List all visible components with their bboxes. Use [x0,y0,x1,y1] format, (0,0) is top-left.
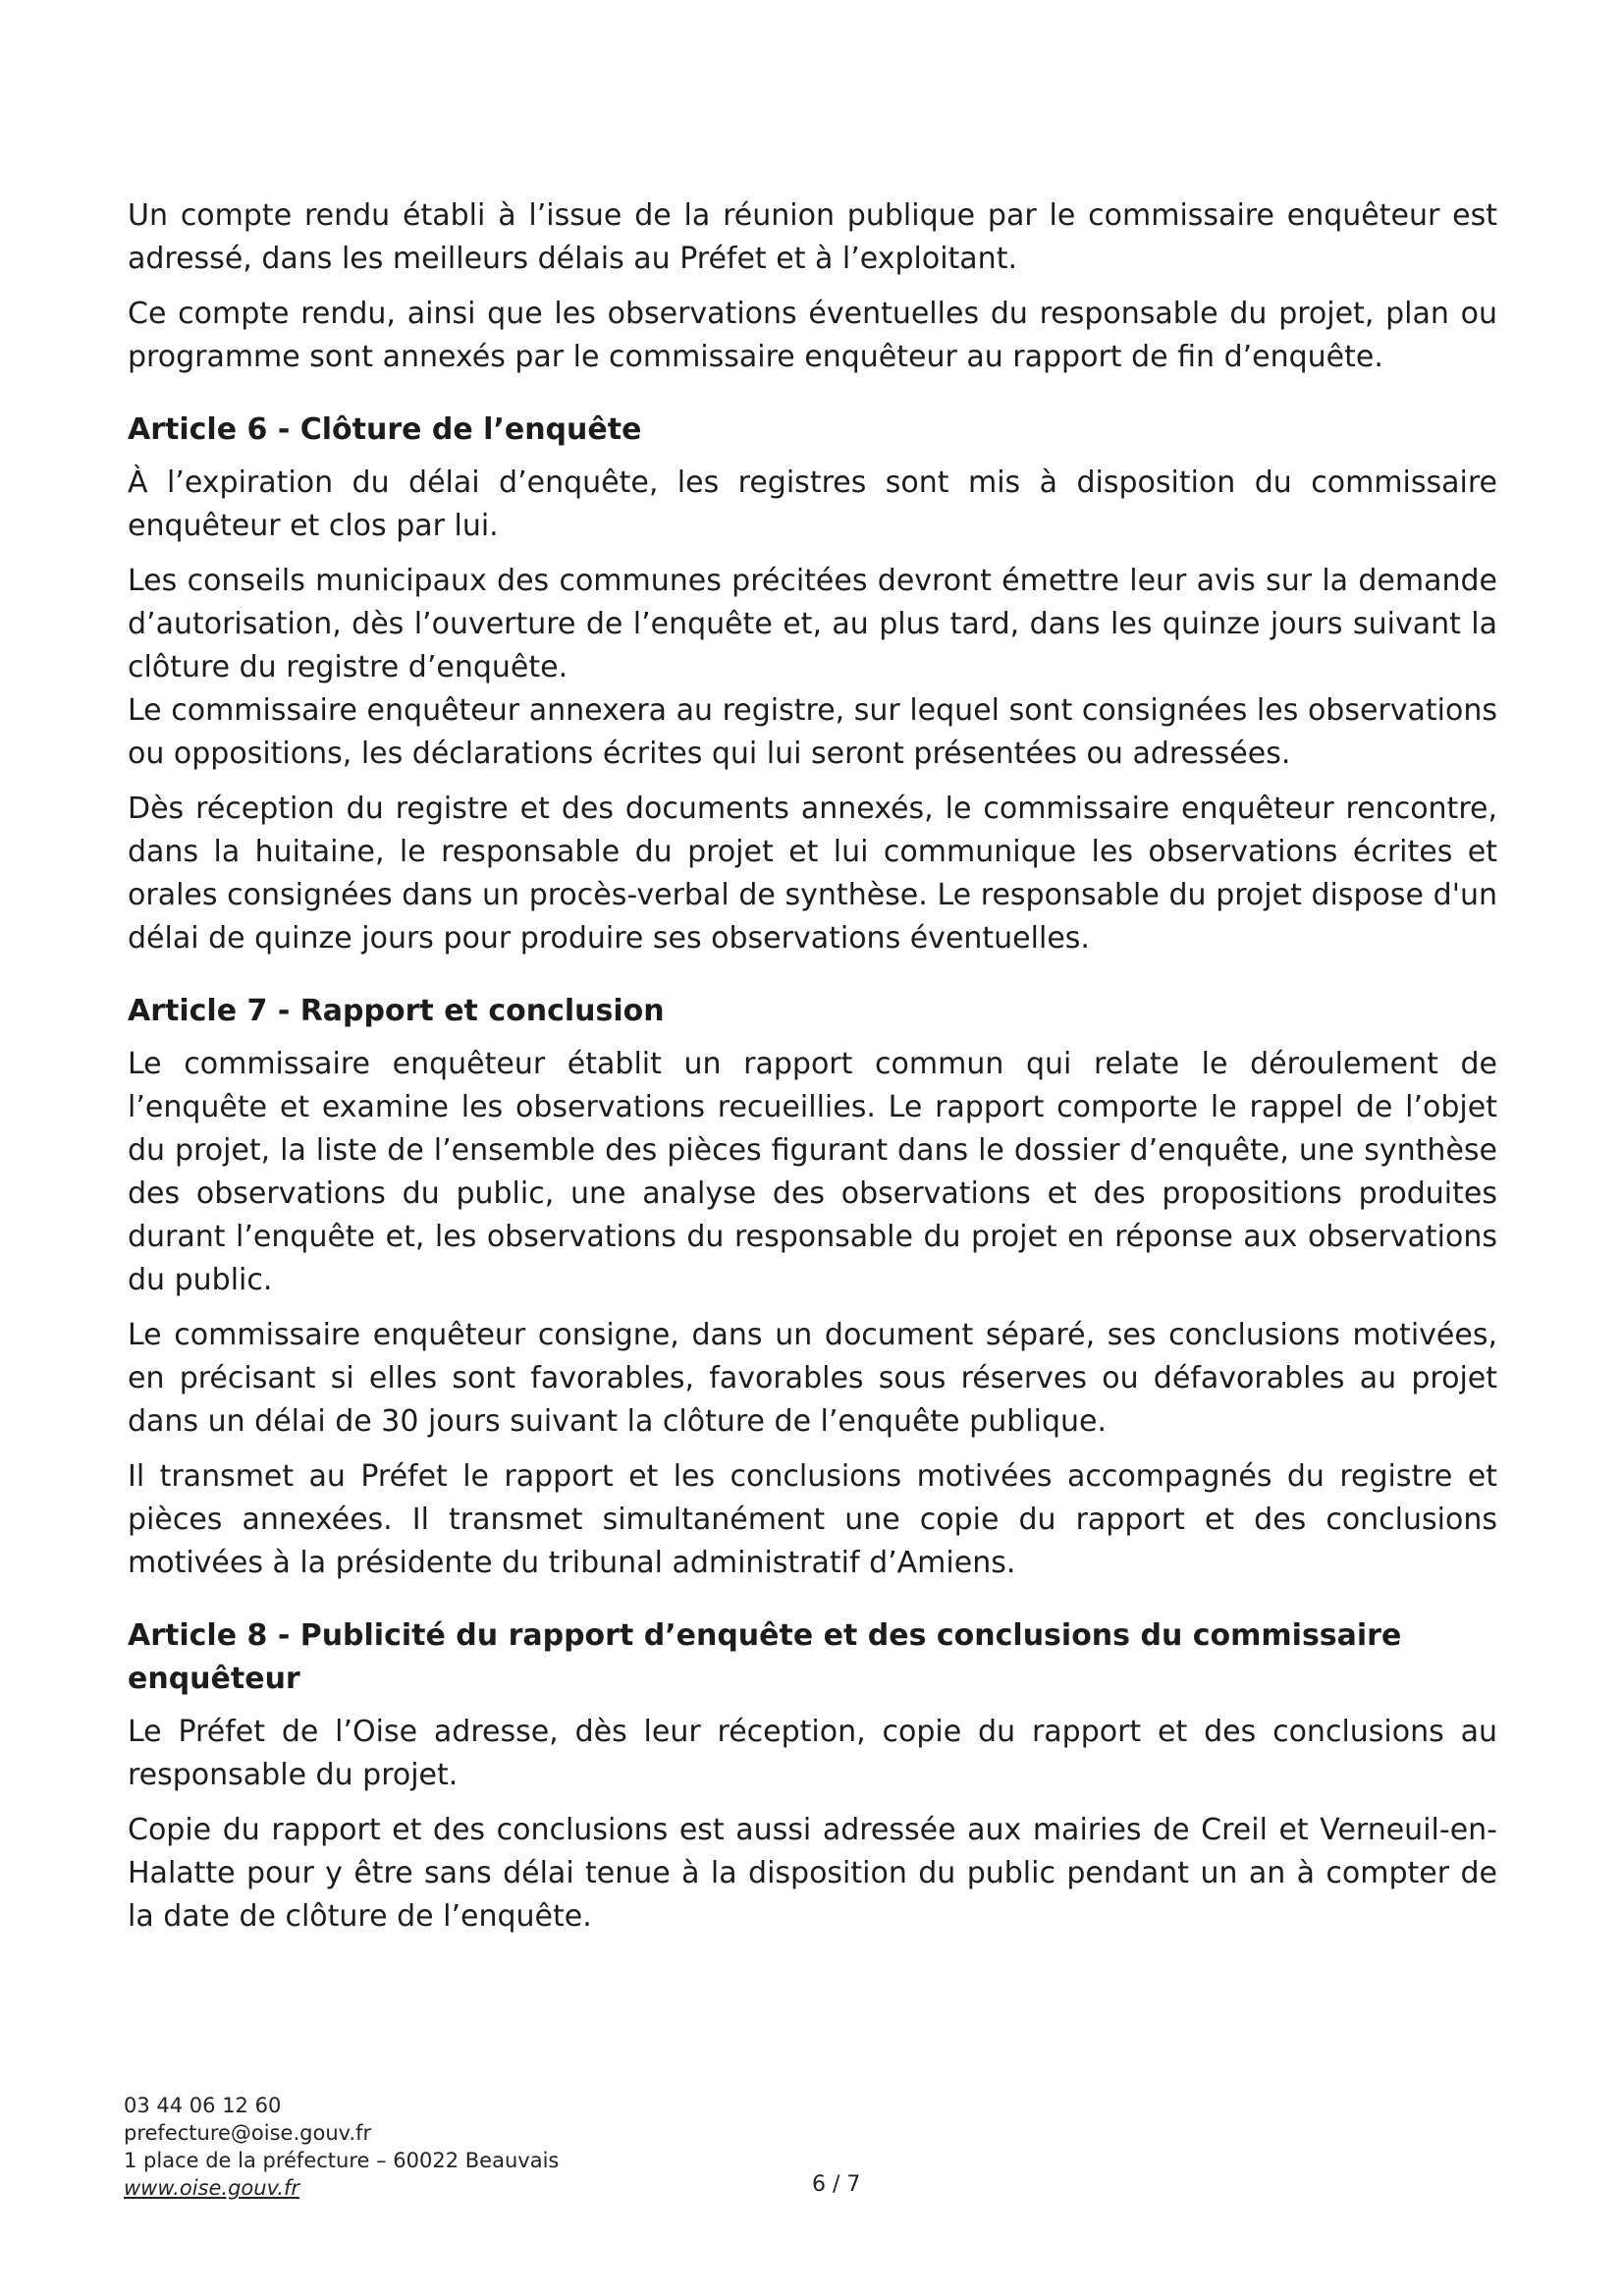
article-7-heading: Article 7 - Rapport et conclusion [128,994,665,1028]
article-8-paragraph: Copie du rapport et des conclusions est aussi adressée aux mairies de Creil et Verneuil-en-Halatte pour y être sans délai tenue à la disposition du public pendant un an à compter de la date de clôture de l’enquête. [128,1813,1497,1934]
article-7-paragraph: Le commissaire enquêteur établit un rapport commun qui relate le déroulement de l’enquête et examine les observations recueillies. Le rapport comporte le rappel de l’objet du projet, la liste de l’ensemble des pièces figurant dans le dossier d’enquête, une synthèse des observations du public, une analyse des observations et des propositions produites durant l’enquête et, les observations du responsable du projet en réponse aux observations du public. [128,1047,1497,1297]
article-6-heading: Article 6 - Clôture de l’enquête [128,412,642,447]
footer-website-link[interactable]: www.oise.gouv.fr [124,2176,299,2200]
footer-contact [124,2092,559,2202]
article-7-paragraph: Le commissaire enquêteur consigne, dans un document séparé, ses conclusions motivées, en précisant si elles sont favorables, favorables sous réserves ou défavorables au projet dans un délai de 30 jours suivant la clôture de l’enquête publique. [128,1318,1497,1439]
article-6-paragraph: Les conseils municipaux des communes précitées devront émettre leur avis sur la demande d’autorisation, dès l’ouverture de l’enquête et, au plus tard, dans les quinze jours suivant la clôture du registre d’enquête. [128,564,1497,684]
page-number: 6 / 7 [812,2172,861,2197]
article-6-paragraph: À l’expiration du délai d’enquête, les registres sont mis à disposition du commissaire enquêteur et clos par lui. [128,465,1497,543]
document-body [128,194,1497,1939]
article-8-paragraph: Le Préfet de l’Oise adresse, dès leur réception, copie du rapport et des conclusions au responsable du projet. [128,1715,1497,1792]
footer-phone: 03 44 06 12 60 [124,2094,282,2117]
article-6-paragraph: Dès réception du registre et des documents annexés, le commissaire enquêteur rencontre, dans la huitaine, le responsable du projet et lui communique les observations écrites et orales consignées dans un procès-verbal de synthèse. Le responsable du projet dispose d'un délai de quinze jours pour produire ses observations éventuelles. [128,792,1497,956]
footer-email: prefecture@oise.gouv.fr [124,2121,372,2145]
article-8-heading: Article 8 - Publicité du rapport d’enquête et des conclusions du commissaire enquêteur [128,1618,1402,1696]
article-7-paragraph: Il transmet au Préfet le rapport et les conclusions motivées accompagnés du registre et pièces annexées. Il transmet simultanément une copie du rapport et des conclusions motivées à la présidente du tribunal administratif d’Amiens. [128,1459,1497,1580]
intro-paragraph: Un compte rendu établi à l’issue de la réunion publique par le commissaire enquêteur est adressé, dans les meilleurs délais au Préfet et à l’exploitant. [128,198,1497,276]
article-6-paragraph: Le commissaire enquêteur annexera au registre, sur lequel sont consignées les observations ou oppositions, les déclarations écrites qui lui seront présentées ou adressées. [128,693,1497,771]
intro-paragraph: Ce compte rendu, ainsi que les observations éventuelles du responsable du projet, plan ou programme sont annexés par le commissaire enquêteur au rapport de fin d’enquête. [128,297,1497,374]
footer-address: 1 place de la préfecture – 60022 Beauvais [124,2149,560,2172]
